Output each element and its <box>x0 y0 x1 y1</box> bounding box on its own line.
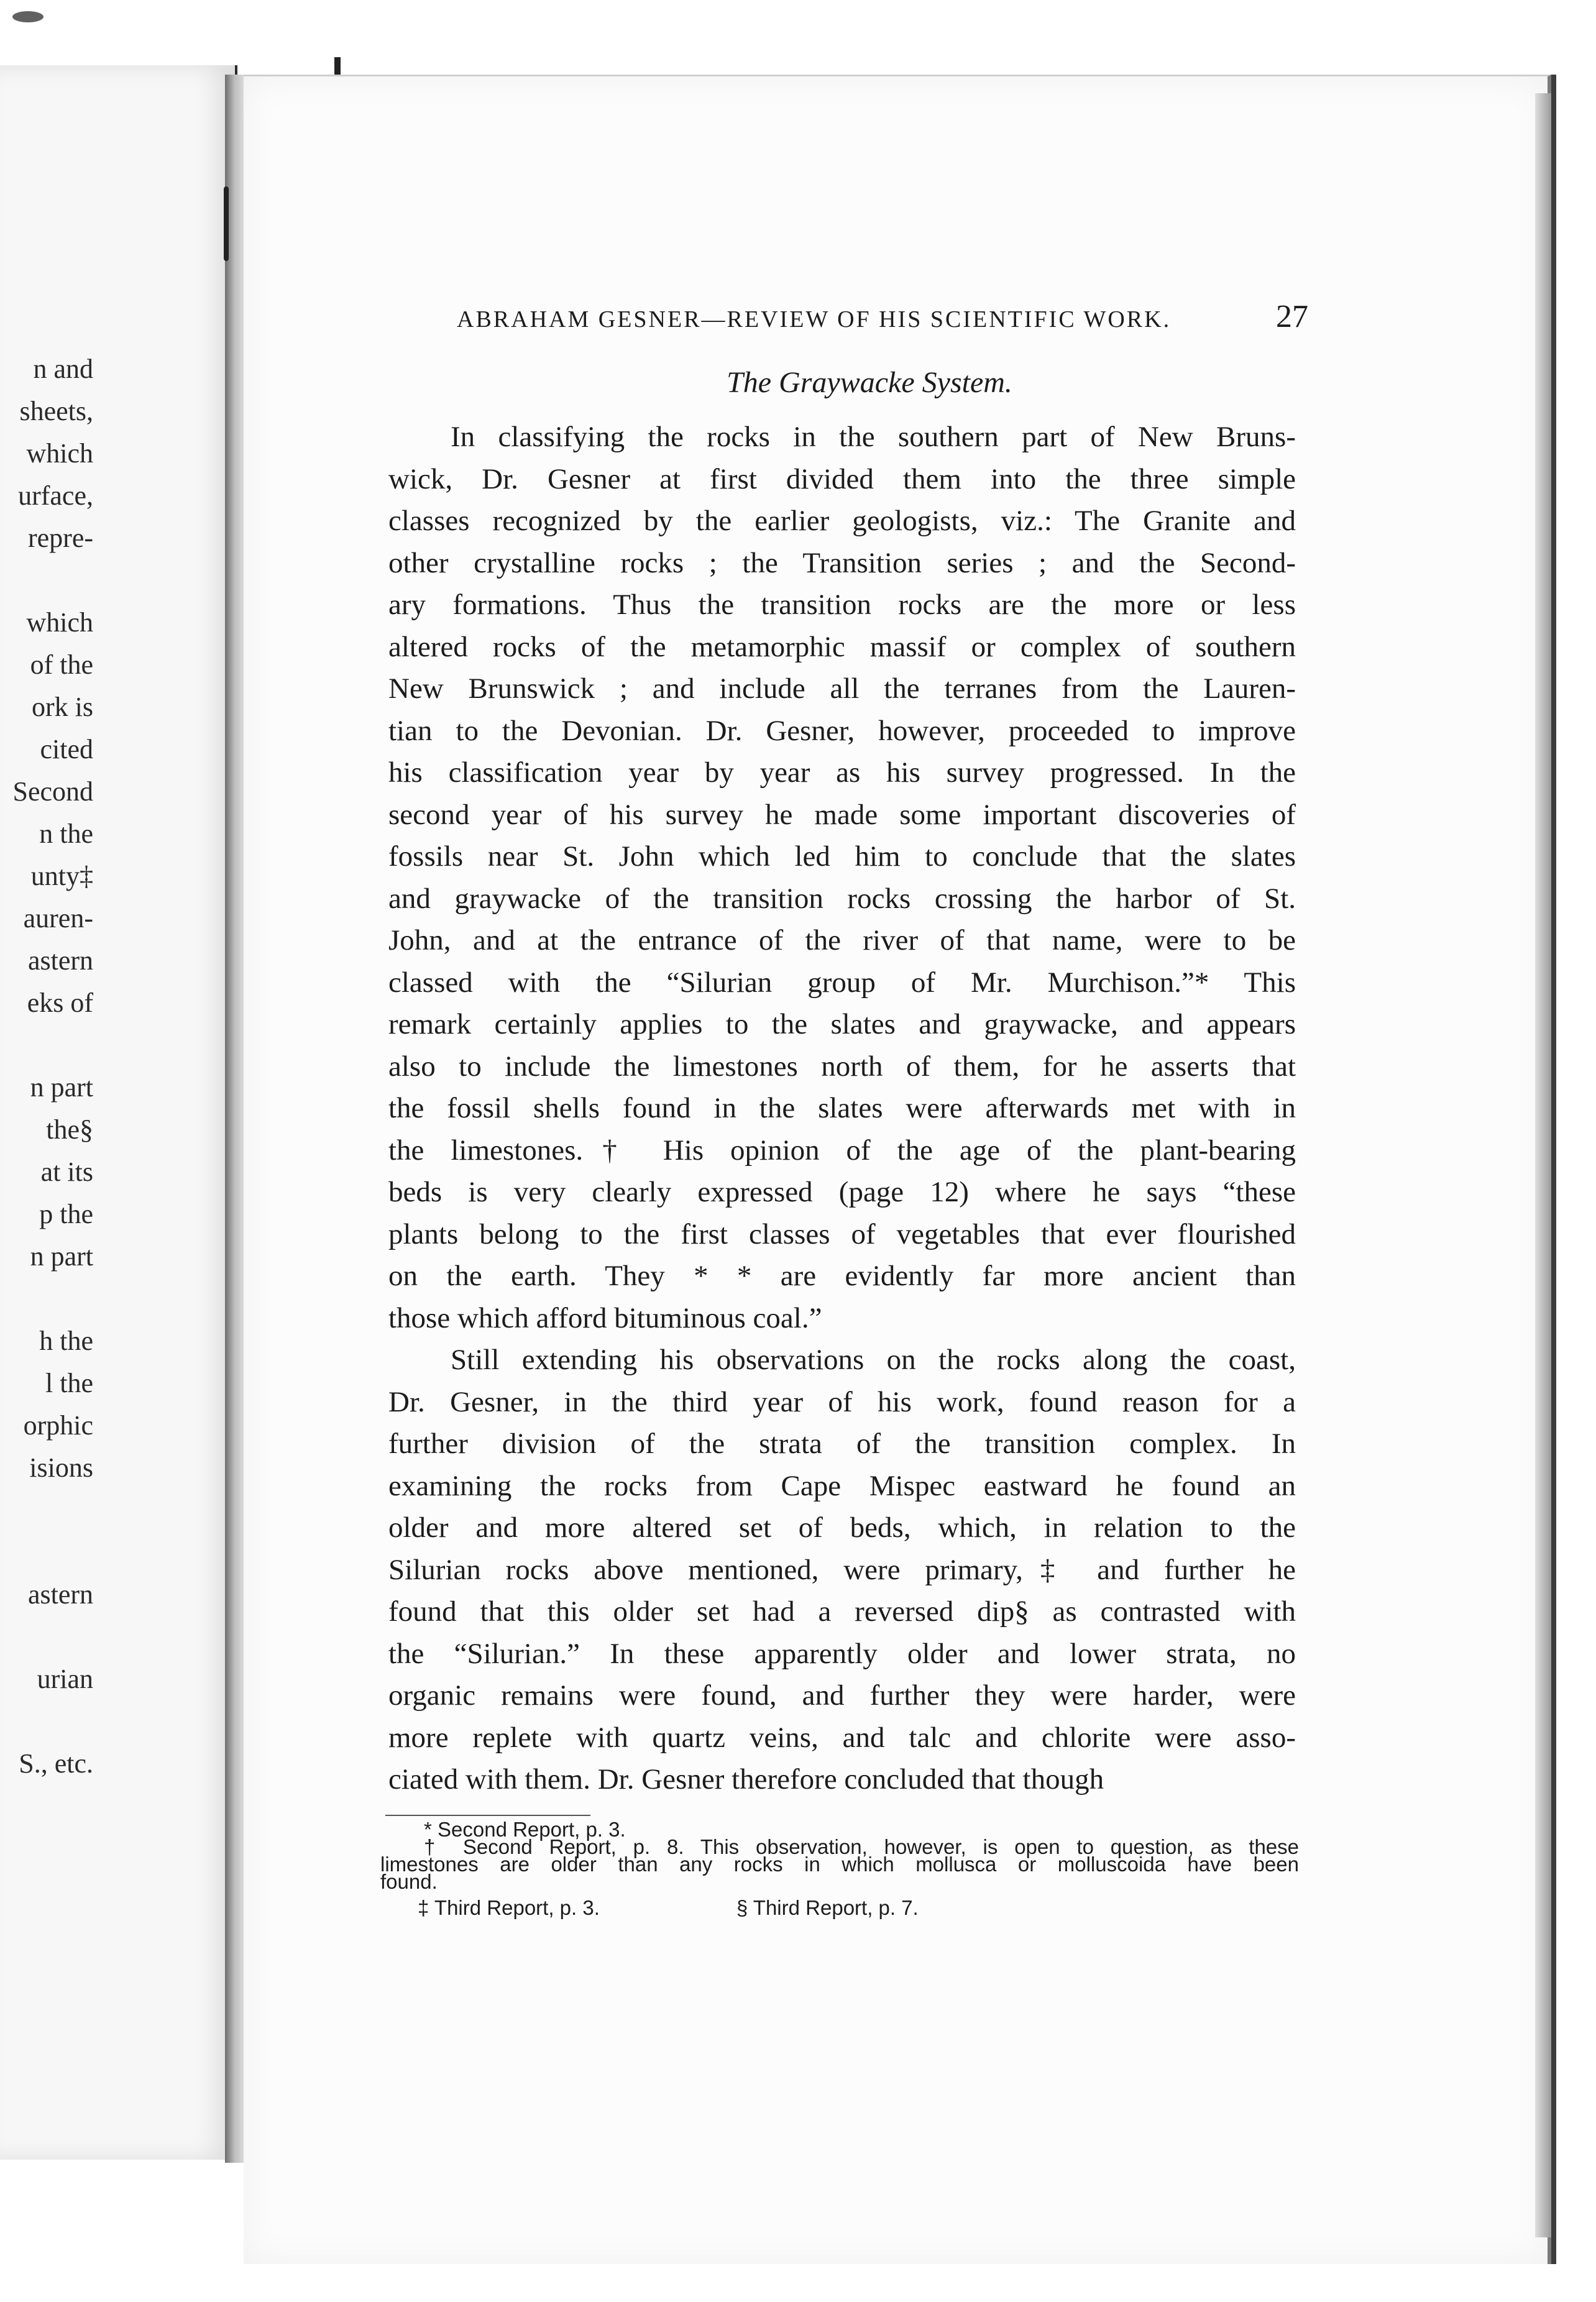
left-page-fragment: astern <box>27 945 93 976</box>
section-title: The Graywacke System. <box>727 366 1012 399</box>
footnotes <box>380 1818 1299 1919</box>
left-page-fragment: l the <box>45 1368 93 1398</box>
text-line: older and more altered set of beds, which, in relation to the <box>388 1511 1296 1544</box>
text-line: tian to the Devonian. Dr. Gesner, however, proceeded to improve <box>388 714 1296 747</box>
left-page-fragment: urface, <box>18 480 93 511</box>
left-page-fragment: repre- <box>27 523 93 553</box>
left-page-fragment <box>0 1700 93 1743</box>
left-page-fragment: which <box>26 607 93 638</box>
left-page-fragment: Second <box>12 776 93 807</box>
left-page-fragment: ork is <box>32 692 93 722</box>
running-title: ABRAHAM GESNER—REVIEW OF HIS SCIENTIFIC WORK. <box>457 306 1172 332</box>
left-page-fragment: h the <box>39 1326 93 1356</box>
footnote: † Second Report, p. 8. This observation, however, is open to question, as these <box>424 1835 1299 1858</box>
text-line: further division of the strata of the transition complex. In <box>388 1428 1296 1460</box>
text-line: the limestones.† His opinion of the age of the plant-bearing <box>388 1134 1296 1167</box>
running-header <box>457 298 1308 335</box>
left-page-fragment: p the <box>39 1199 93 1229</box>
text-line: other crystalline rocks ; the Transition series ; and the Second- <box>388 546 1296 579</box>
text-line: those which afford bituminous coal.” <box>388 1301 822 1334</box>
scan-smudge <box>12 11 44 22</box>
text-line: ary formations. Thus the transition rocks are the more or less <box>388 589 1296 621</box>
body-text <box>388 416 1296 1801</box>
text-line: Still extending his observations on the rocks along the coast, <box>451 1344 1296 1376</box>
text-line: fossils near St. John which led him to conclude that the slates <box>388 840 1296 873</box>
text-line: John, and at the entrance of the river of that name, were to be <box>388 924 1296 956</box>
footnote: ‡ Third Report, p. 3. <box>418 1896 600 1919</box>
footnote: § Third Report, p. 7. <box>736 1896 919 1919</box>
left-page-fragment: S., etc. <box>19 1748 93 1779</box>
left-page-fragment <box>0 1616 93 1658</box>
text-line: wick, Dr. Gesner at first divided them into the three simple <box>388 462 1296 495</box>
text-line: the fossil shells found in the slates were afterwards met with in <box>388 1092 1296 1124</box>
text-line: and graywacke of the transition rocks crossing the harbor of St. <box>388 882 1296 915</box>
left-page-fragment: astern <box>27 1579 93 1610</box>
left-page-fragment: n the <box>39 819 93 849</box>
footnote-rule <box>385 1815 590 1816</box>
left-page-fragment: eks of <box>27 988 93 1018</box>
text-line: beds is very clearly expressed (page 12) where he says “these <box>388 1176 1296 1208</box>
left-page-text-fragments <box>0 348 93 1785</box>
text-line: plants belong to the first classes of vegetables that ever flourished <box>388 1217 1296 1250</box>
left-page-fragment: unty‡ <box>30 861 93 891</box>
left-page-fragment: cited <box>40 734 93 764</box>
text-line: on the earth. They * * are evidently far more ancient than <box>388 1260 1296 1292</box>
scan-mark <box>334 57 341 76</box>
left-page-fragment <box>0 1489 93 1531</box>
left-page-fragment: n and <box>33 354 93 384</box>
text-line: classes recognized by the earlier geologists, viz.: The Granite and <box>388 505 1296 537</box>
left-page-fragment: urian <box>37 1664 93 1694</box>
left-page-fragment: n part <box>30 1072 93 1103</box>
left-page-fragment: isions <box>29 1452 93 1483</box>
left-page-fragment: sheets, <box>19 396 93 426</box>
left-page-fragment <box>0 1024 93 1066</box>
text-line: altered rocks of the metamorphic massif or complex of southern <box>388 630 1296 663</box>
text-line: remark certainly applies to the slates and graywacke, and appears <box>388 1008 1296 1040</box>
text-line: also to include the limestones north of them, for he asserts that <box>388 1050 1296 1083</box>
footnote-row <box>380 1896 1299 1919</box>
left-page-fragment: which <box>26 438 93 469</box>
text-line: more replete with quartz veins, and talc and chlorite were asso- <box>388 1721 1296 1754</box>
left-page-fragment <box>0 559 93 602</box>
text-line: organic remains were found, and further they were harder, were <box>388 1679 1296 1712</box>
left-page-fragment: of the <box>30 649 93 680</box>
text-line: found that this older set had a reversed dip§ as contrasted with <box>388 1595 1296 1628</box>
text-line: ciated with them. Dr. Gesner therefore concluded that though <box>388 1763 1104 1795</box>
footnote: limestones are older than any rocks in which mollusca or molluscoida have been <box>380 1853 1299 1876</box>
left-page-fragment: orphic <box>23 1410 93 1441</box>
left-page-fragment <box>0 1531 93 1574</box>
text-line: New Brunswick ; and include all the terranes from the Lauren- <box>388 672 1296 705</box>
footnote: * Second Report, p. 3. <box>424 1818 626 1841</box>
left-page-fragment: n part <box>30 1241 93 1272</box>
left-page-fragment: at its <box>40 1157 93 1187</box>
left-page-fragment <box>0 1278 93 1320</box>
text-line: classed with the “Silurian group of Mr. Murchison.”* This <box>388 966 1296 999</box>
text-line: Silurian rocks above mentioned, were primary,‡ and further he <box>388 1553 1296 1586</box>
page-number: 27 <box>1276 299 1308 334</box>
footnote: found. <box>380 1870 438 1893</box>
text-line: the “Silurian.” In these apparently older and lower strata, no <box>388 1637 1296 1670</box>
left-page-fragment: the§ <box>46 1114 93 1145</box>
page-edge <box>1535 93 1551 2237</box>
text-line: Dr. Gesner, in the third year of his work, found reason for a <box>388 1385 1296 1418</box>
text-line: examining the rocks from Cape Mispec eastward he found an <box>388 1469 1296 1502</box>
text-line: second year of his survey he made some important discoveries of <box>388 798 1296 831</box>
left-page-fragment: auren- <box>23 903 93 933</box>
scan-mark <box>224 186 229 261</box>
text-line: In classifying the rocks in the southern part of New Bruns- <box>451 421 1296 453</box>
text-line: his classification year by year as his survey progressed. In the <box>388 756 1296 789</box>
